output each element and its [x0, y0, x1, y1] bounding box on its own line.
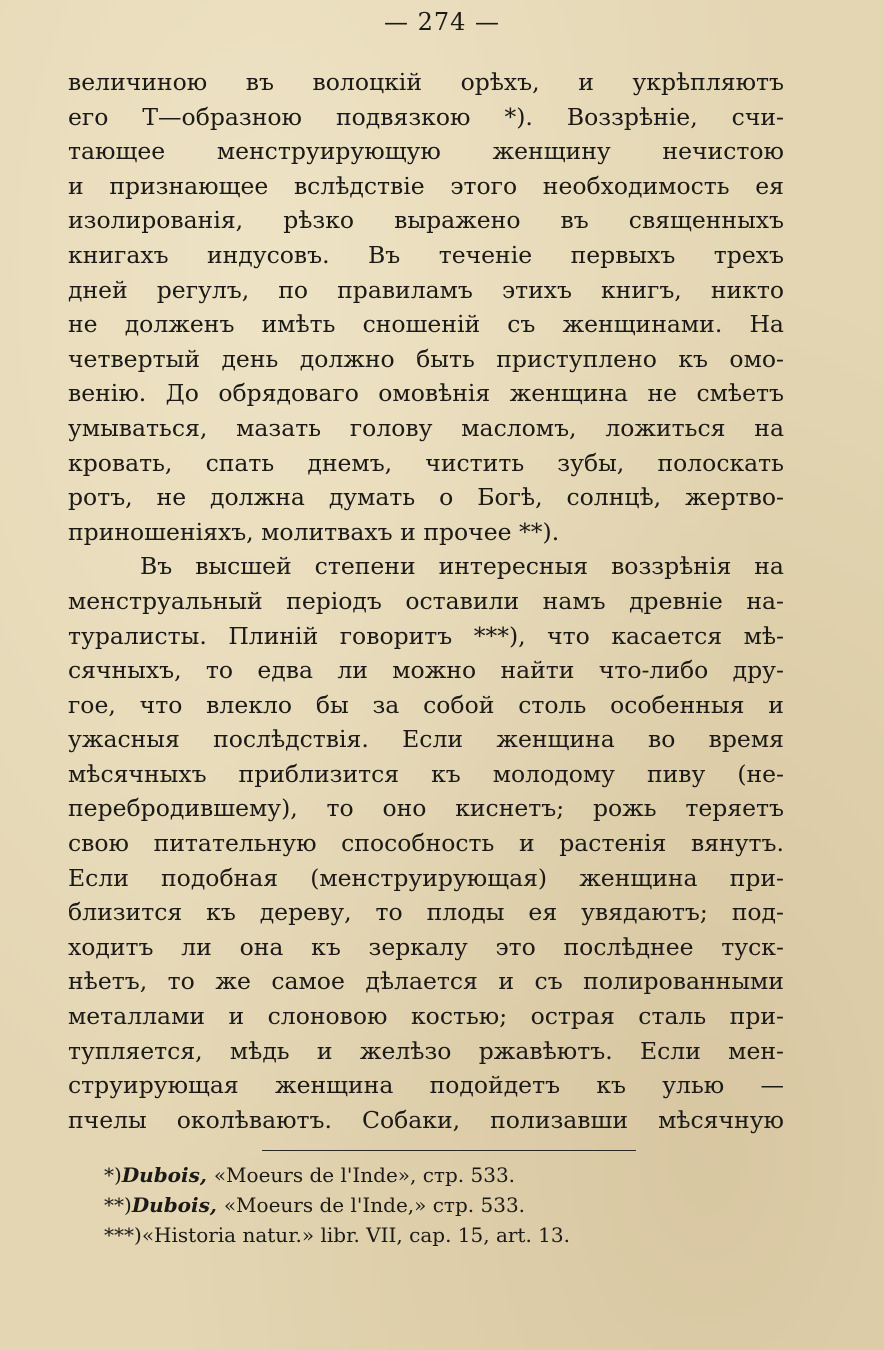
footnote [104, 1190, 804, 1220]
text-line: менструальный періодъ оставили намъ древніе на- [68, 586, 784, 615]
text-line: величиною въ волоцкій орѣхъ, и укрѣпляютъ [68, 68, 784, 96]
text-line: кровать, спать днемъ, чистить зубы, полоскать [68, 448, 784, 477]
footnote-divider [262, 1150, 636, 1151]
text-line: дней регулъ, по правиламъ этихъ книгъ, никто [68, 275, 784, 304]
text-line: тупляется, мѣдь и желѣзо ржавѣютъ. Если мен- [68, 1036, 784, 1065]
text-line: свою питательную способность и растенія вянутъ. [68, 829, 784, 858]
text-line: ходитъ ли она къ зеркалу это послѣднее туск- [68, 932, 784, 961]
text-line: перебродившему), то оно киснетъ; рожь теряетъ [68, 794, 784, 823]
text-line: нѣетъ, то же самое дѣлается и съ полированными [68, 967, 784, 996]
page-number: — 274 — [383, 8, 501, 36]
footnote-mark: **) [104, 1193, 132, 1217]
text-line: и признающее вслѣдствіе этого необходимость ея [68, 171, 784, 200]
text-line: четвертый день должно быть приступлено къ омо- [68, 344, 784, 373]
text-line: книгахъ индусовъ. Въ теченіе первыхъ трехъ [68, 240, 784, 269]
text-line: туралисты. Плиній говоритъ ***), что касается мѣ- [68, 621, 784, 650]
text-line: струирующая женщина подойдетъ къ улью — [68, 1071, 784, 1100]
footnote-author: Dubois, [121, 1163, 214, 1187]
text-line: пчелы околѣваютъ. Собаки, полизавши мѣсячную [68, 1105, 784, 1134]
body-text [68, 68, 784, 1140]
text-line: гое, что влекло бы за собой столь особенныя и [68, 690, 784, 719]
footnote-mark: ***) [104, 1223, 142, 1247]
footnote-text: «Historia natur.» libr. VII, cap. 15, art. 13. [141, 1223, 570, 1247]
text-line: сячныхъ, то едва ли можно найти что-либо дру- [68, 656, 784, 685]
text-line: мѣсячныхъ приблизится къ молодому пиву (не- [68, 759, 784, 788]
footnote [104, 1220, 804, 1250]
footnote [104, 1160, 804, 1190]
text-line: Въ высшей степени интересныя воззрѣнія на [140, 552, 784, 581]
text-line: ротъ, не должна думать о Богѣ, солнцѣ, жертво- [68, 483, 784, 512]
text-line: не долженъ имѣть сношеній съ женщинами. На [68, 310, 784, 339]
text-line: Если подобная (менструирующая) женщина при- [68, 863, 784, 892]
text-line: металлами и слоновою костью; острая сталь при- [68, 1002, 784, 1031]
text-line: изолированія, рѣзко выражено въ священныхъ [68, 206, 784, 235]
footnote-text: «Moeurs de l'Inde», стр. 533. [213, 1163, 516, 1187]
text-line: близится къ дереву, то плоды ея увядаютъ; под- [68, 898, 784, 927]
text-line: приношеніяхъ, молитвахъ и прочее **). [68, 517, 560, 546]
footnote-mark: *) [104, 1163, 122, 1187]
footnote-text: «Moeurs de l'Inde,» стр. 533. [223, 1193, 526, 1217]
text-line: тающее менструирующую женщину нечистою [68, 137, 784, 166]
text-line: венію. До обрядоваго омовѣнія женщина не смѣетъ [68, 379, 784, 408]
text-line: его Т—образною подвязкою *). Воззрѣніе, счи- [68, 102, 784, 131]
footnote-author: Dubois, [131, 1193, 224, 1217]
footnotes [104, 1160, 804, 1250]
text-line: умываться, мазать голову масломъ, ложиться на [68, 413, 784, 442]
text-line: ужасныя послѣдствія. Если женщина во время [68, 725, 784, 754]
